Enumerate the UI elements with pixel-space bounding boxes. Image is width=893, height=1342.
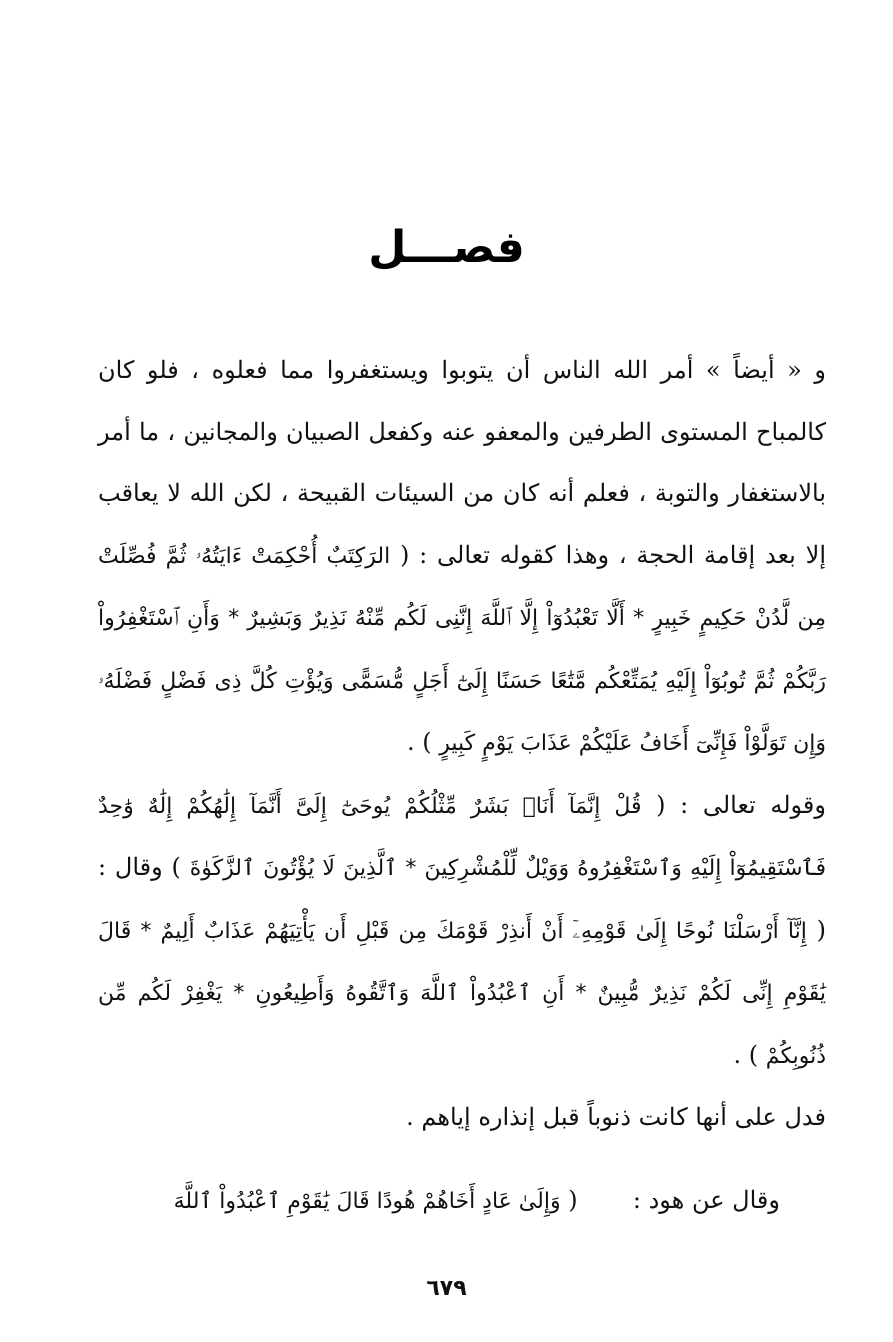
paragraph-3: فدل على أنها كانت ذنوباً قبل إنذاره إياهم . [406,1103,826,1131]
page-number: ٦٧٩ [426,1276,467,1301]
quran-quote-fussilat: قُلْ إِنَّمَآ أَنَا۠ بَشَرٌ مِّثْلُكُمْ يُوحَىٰٓ إِلَىَّ أَنَّمَآ إِلَٰهُكُمْ إِلَٰهٌ وَٰحِدٌ فَٱسْتَقِيمُوٓاْ إِلَيْهِ وَٱسْتَغْفِرُوهُ وَوَيْلٌ لِّلْمُشْرِكِينَ * ٱلَّذِينَ لَا يُؤْتُونَ ٱلزَّكَوٰةَ [98,793,826,881]
paragraph-1-close: ) . [406,728,432,756]
paragraph-1 [98,340,826,775]
quran-quote-hud-1-3: الرَكِتَبٌ أُحْكِمَتْ ءَايَتُهُۥ ثُمَّ فُصِّلَتْ مِن لَّدُنْ حَكِيمٍ خَبِيرٍ * أَلَّا تَعْبُدُوٓاْ إِلَّا ٱللَّهَ إِنَّنِى لَكُم مِّنْهُ نَذِيرٌ وَبَشِيرٌ * وَأَنِ ٱسْتَغْفِرُواْ رَبَّكُمْ ثُمَّ تُوبُوٓاْ إِلَيْهِ يُمَتِّعْكُم مَّتَٰعًا حَسَنًا إِلَىٰٓ أَجَلٍ مُّسَمًّى وَيُؤْتِ كُلَّ ذِى فَضْلٍ فَضْلَهُۥ وَإِن تَوَلَّوْاْ فَإِنِّىٓ أَخَافُ عَلَيْكُمْ عَذَابَ يَوْمٍ كَبِيرٍ [98,543,826,756]
quran-quote-hud-50: وَإِلَىٰ عَادٍ أَخَاهُمْ هُودًا قَالَ يَٰقَوْمِ ٱعْبُدُواْ ٱللَّهَ [173,1189,561,1214]
section-title: فصـــل [368,222,525,273]
paragraph-2-middle: ) وقال : ( [98,853,826,944]
paragraph-2 [98,775,826,1088]
quran-quote-nuh: إِنَّآ أَرْسَلْنَا نُوحًا إِلَىٰ قَوْمِهِۦٓ أَنْ أَنذِرْ قَوْمَكَ مِن قَبْلِ أَن يَأْتِيَهُمْ عَذَابٌ أَلِيمٌ * قَالَ يَٰقَوْمِ إِنِّى لَكُمْ نَذِيرٌ مُّبِينٌ * أَنِ ٱعْبُدُواْ ٱللَّهَ وَٱتَّقُوهُ وَأَطِيعُونِ * يَغْفِرْ لَكُم مِّن ذُنُوبِكُمْ [98,918,826,1069]
footer-quote-line [120,1180,780,1222]
paragraph-2-end: ) . [733,1040,759,1069]
footer-open-paren: ( [568,1186,578,1214]
footer-label: وقال عن هود : [632,1186,780,1214]
paragraph-1-text: و « أيضاً » أمر الله الناس أن يتوبوا ويستغفروا مما فعلوه ، فلو كان كالمباح المستوى الطرفين والمعفو عنه وكفعل الصبيان والمجانين ، ما أمر بالاستغفار والتوبة ، فعلم أنه كان من السيئات القبيحة ، لكن الله لا يعاقب إلا بعد إقامة الحجة ، وهذا كقوله تعالى : ( [98,356,826,569]
paragraph-2-intro: وقوله تعالى : ( [656,790,826,819]
body-text [98,340,826,1149]
